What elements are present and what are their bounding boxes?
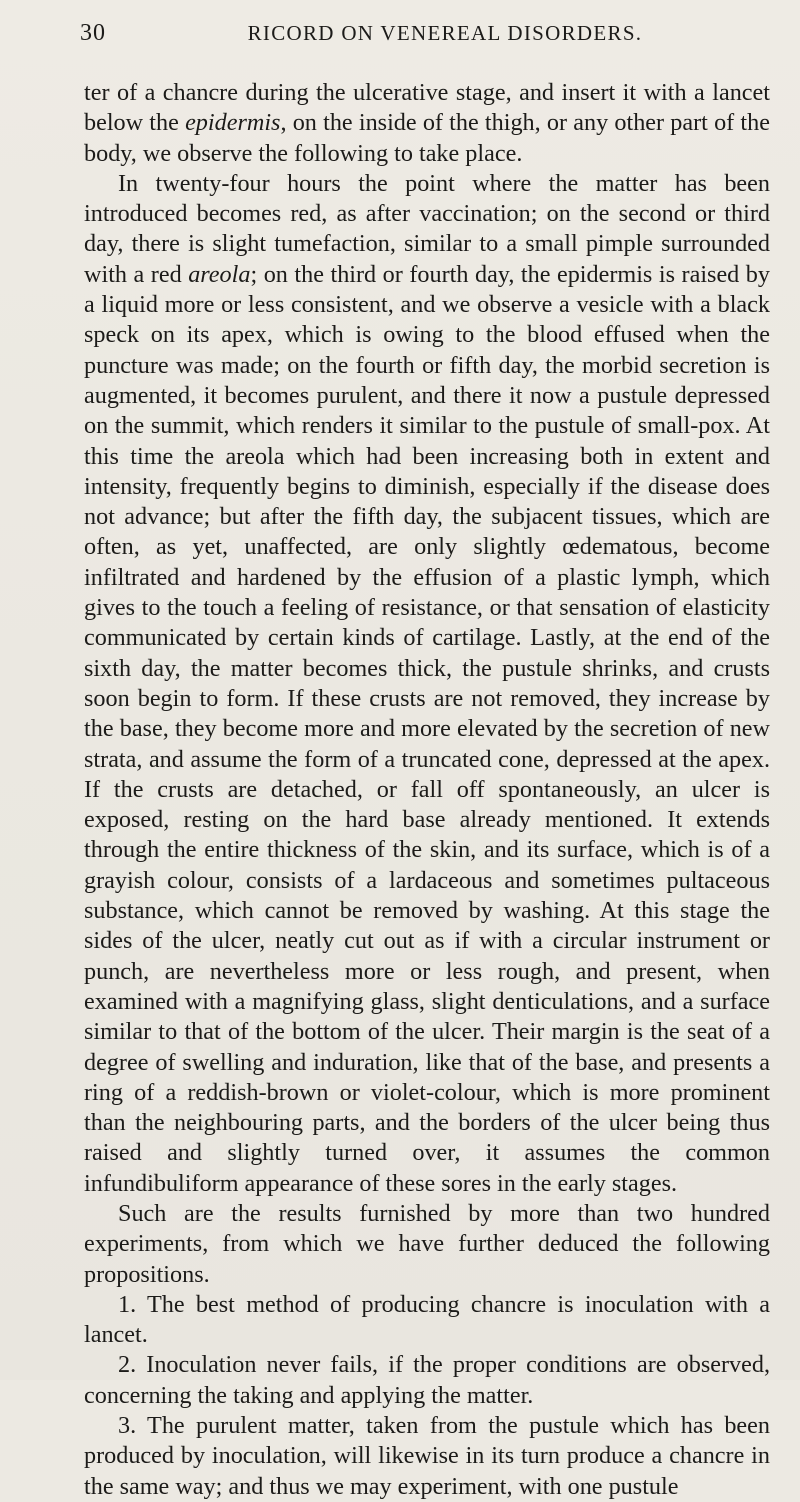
text-segment: ; on the third or fourth day, the epidermis is raised by a liquid more or less consistent, and we observe a vesicle with a black speck on its apex, which is owing to the blood effused when the puncture was made; on the fourth or fifth day, the morbid secretion is augmented, it becomes purulent, and there it now a pustule depressed on the summit, which renders it similar to the pustule of small-pox. At this time the areola which had been increasing both in extent and intensity, frequently begins to diminish, especially if the disease does not advance; but after the fifth day, the subjacent tissues, which are often, as yet, unaffected, are only slightly œdematous, become infiltrated and hardened by the effusion of a plastic lymph, which gives to the touch a feeling of resistance, or that sensation of elasticity communicated by certain kinds of cartilage. Lastly, at the end of the sixth day, the matter becomes thick, the pustule shrinks, and crusts soon begin to form. If these crusts are not removed, they increase by the base, they become more and more elevated by the secretion of new strata, and assume the form of a truncated cone, depressed at the apex. If the crusts are detached, or fall off spontaneously, an ulcer is exposed, resting on the hard base already mentioned. It extends through the entire thickness of the skin, and its surface, which is of a grayish colour, consists of a lardaceous and sometimes pultaceous substance, which cannot be removed by washing. At this stage the sides of the ulcer, neatly cut out as if with a circular instrument or punch, are nevertheless more or less rough, and present, when examined with a magnifying glass, slight denticulations, and a surface similar to that of the bottom of the ulcer. Their margin is the seat of a degree of swelling and induration, like that of the base, and presents a ring of a reddish-brown or violet-colour, which is more prominent than the neighbouring parts, and the borders of the ulcer being thus raised and slightly turned over, it assumes the common infundibuliform appearance of these sores in the early stages. (84, 260, 770, 1197)
text-segment: 2. Inoculation never fails, if the proper conditions are observed, concerning the taking and applying the matter. (84, 1351, 770, 1409)
text-segment-italic: epidermis (185, 109, 281, 137)
text-segment: , on the inside of the thigh, or any other part of the body, we observe the following to take place. (84, 109, 770, 167)
text-segment: 1. The best method of producing chancre is inoculation with a lancet. (84, 1290, 770, 1349)
text-segment: 3. The purulent matter, taken from the pustule which has been produced by inoculation, will likewise in its turn produce a chancre in the same way; and thus we may experiment, with one pustule (84, 1412, 770, 1500)
text-segment: In twenty-four hours the point where the matter has been introduced becomes red, as after vaccination; on the second or third day, there is slight tumefaction, similar to a small pimple surrounded with a red (84, 169, 770, 288)
proposition-3 (84, 1411, 770, 1502)
paragraph-inoculation-course (84, 169, 770, 1199)
running-title: RICORD ON VENEREAL DISORDERS. (247, 20, 643, 45)
proposition-1 (84, 1290, 770, 1351)
paragraph-continuation (84, 78, 770, 169)
page-number: 30 (80, 19, 106, 46)
running-head (80, 16, 770, 50)
text-segment: Such are the results furnished by more than two hundred experiments, from which we have further deduced the following propositions. (84, 1199, 770, 1288)
text-segment-italic: areola (188, 260, 251, 288)
proposition-2 (84, 1350, 770, 1411)
text-segment: ter of a chancre during the ulcerative stage, and insert it with a lancet below the (84, 79, 770, 137)
body-text (84, 78, 770, 1502)
paragraph-results (84, 1199, 770, 1290)
